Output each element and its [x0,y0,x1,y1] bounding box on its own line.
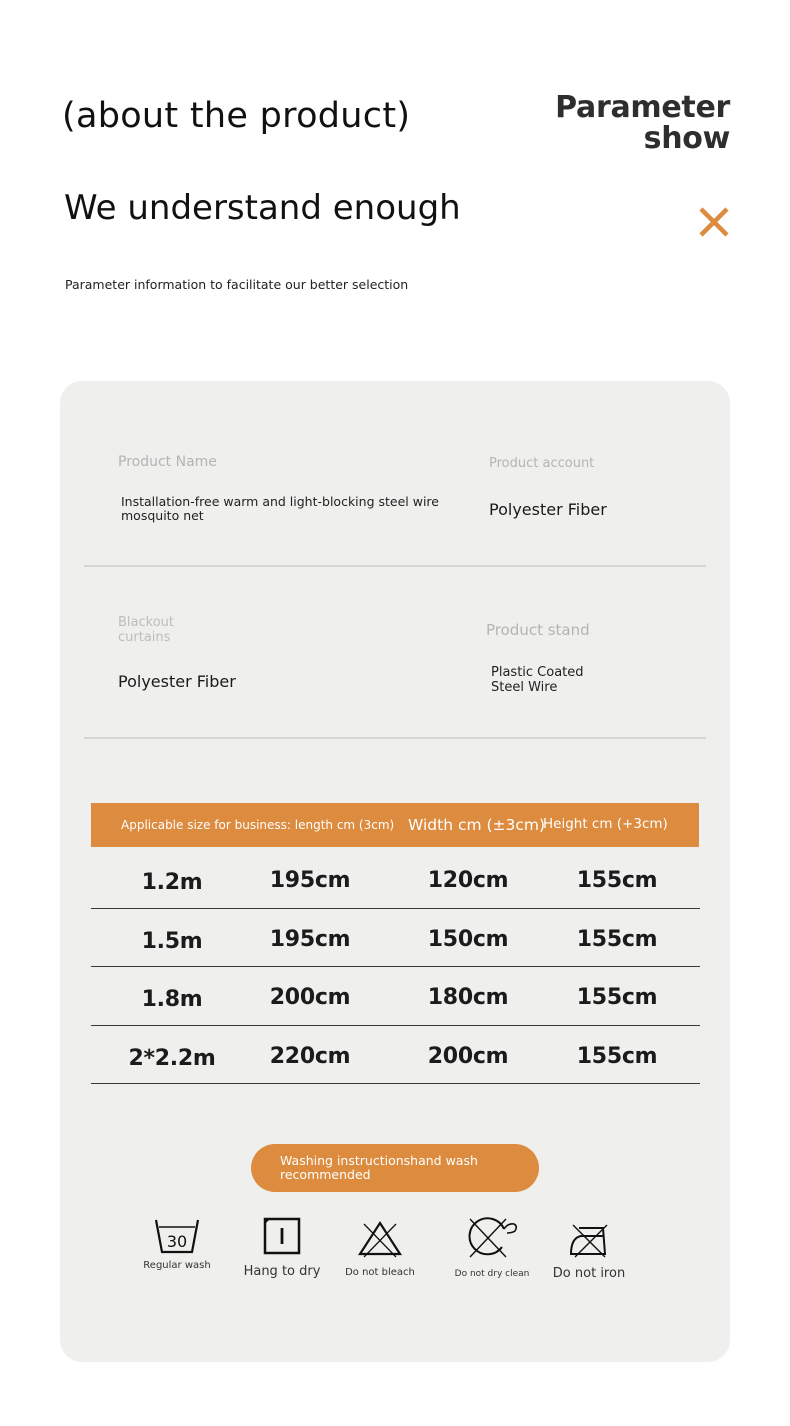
product-stand-value-line1: Plastic Coated [491,665,584,680]
cell-width: 150cm [427,926,509,952]
about-product-heading: (about the product) [62,96,411,136]
wash-temp: 30 [166,1232,188,1251]
wash-30-icon [153,1218,201,1254]
cell-length: 195cm [269,868,351,893]
table-row [91,967,700,1026]
headline: We understand enough [64,188,461,228]
product-name-value [121,495,441,523]
product-name-label: Product Name [118,454,217,470]
cell-length: 200cm [269,985,351,1010]
washing-line2: recommended [280,1167,371,1182]
close-x-icon [697,205,731,239]
cell-height: 155cm [576,985,658,1010]
product-account-label: Product account [489,456,595,471]
no-iron-icon [567,1222,611,1258]
size-table-body [91,850,700,1084]
care-item-no-dry-clean [447,1217,537,1279]
table-row [91,909,700,968]
cell-height: 155cm [576,926,658,952]
blackout-curtains-value: Polyester Fiber [118,672,236,691]
divider [84,565,706,567]
washing-instructions-badge [251,1144,539,1192]
care-item-no-iron [549,1222,629,1281]
no-dry-clean-icon [462,1217,522,1259]
table-row [91,850,700,909]
cell-length: 220cm [269,1043,351,1069]
header-width: Width cm (±3cm) [408,816,546,834]
washing-line1: Washing instructionshand wash [280,1153,478,1168]
header-height: Height cm (+3cm) [543,816,668,832]
size-table-header [91,803,699,847]
care-label: Do not iron [552,1266,626,1281]
care-label: Do not bleach [345,1267,415,1278]
product-account-value: Polyester Fiber [489,500,607,519]
subtitle: Parameter information to facilitate our better selection [65,277,409,292]
care-item-hang-dry [242,1217,322,1279]
blackout-label-line1: Blackout [118,615,174,630]
cell-height: 155cm [576,1043,658,1069]
cell-size: 1.8m [141,987,203,1012]
care-label: Hang to dry [243,1264,321,1279]
parameter-show-title [555,92,730,154]
header-length: Applicable size for business: length cm (3cm) [121,818,395,832]
cell-size: 2*2.2m [128,1045,216,1071]
product-stand-value [491,665,584,695]
care-item-regular-wash [137,1218,217,1271]
parameter-title-line1: Parameter [555,90,730,125]
table-row [91,1026,700,1085]
no-bleach-icon [356,1220,404,1258]
cell-length: 195cm [269,926,351,952]
cell-height: 155cm [576,868,658,893]
product-stand-value-line2: Steel Wire [491,680,558,695]
cell-width: 200cm [427,1043,509,1069]
cell-size: 1.2m [141,870,203,895]
cell-size: 1.5m [141,928,203,954]
care-label: Do not dry clean [454,1269,530,1279]
product-name-value-line2: mosquito net [121,508,204,523]
cell-width: 180cm [427,985,509,1010]
cell-width: 120cm [427,868,509,893]
washing-instructions-text [280,1154,480,1182]
product-stand-label: Product stand [486,621,590,639]
divider [84,737,706,739]
hang-dry-icon [262,1217,302,1255]
blackout-curtains-label [118,615,174,645]
blackout-label-line2: curtains [118,630,171,645]
care-label: Regular wash [143,1260,211,1271]
care-item-no-bleach [340,1220,420,1278]
parameter-title-line2: show [643,121,730,156]
product-name-value-line1: Installation-free warm and light-blocking steel wire [121,494,439,509]
